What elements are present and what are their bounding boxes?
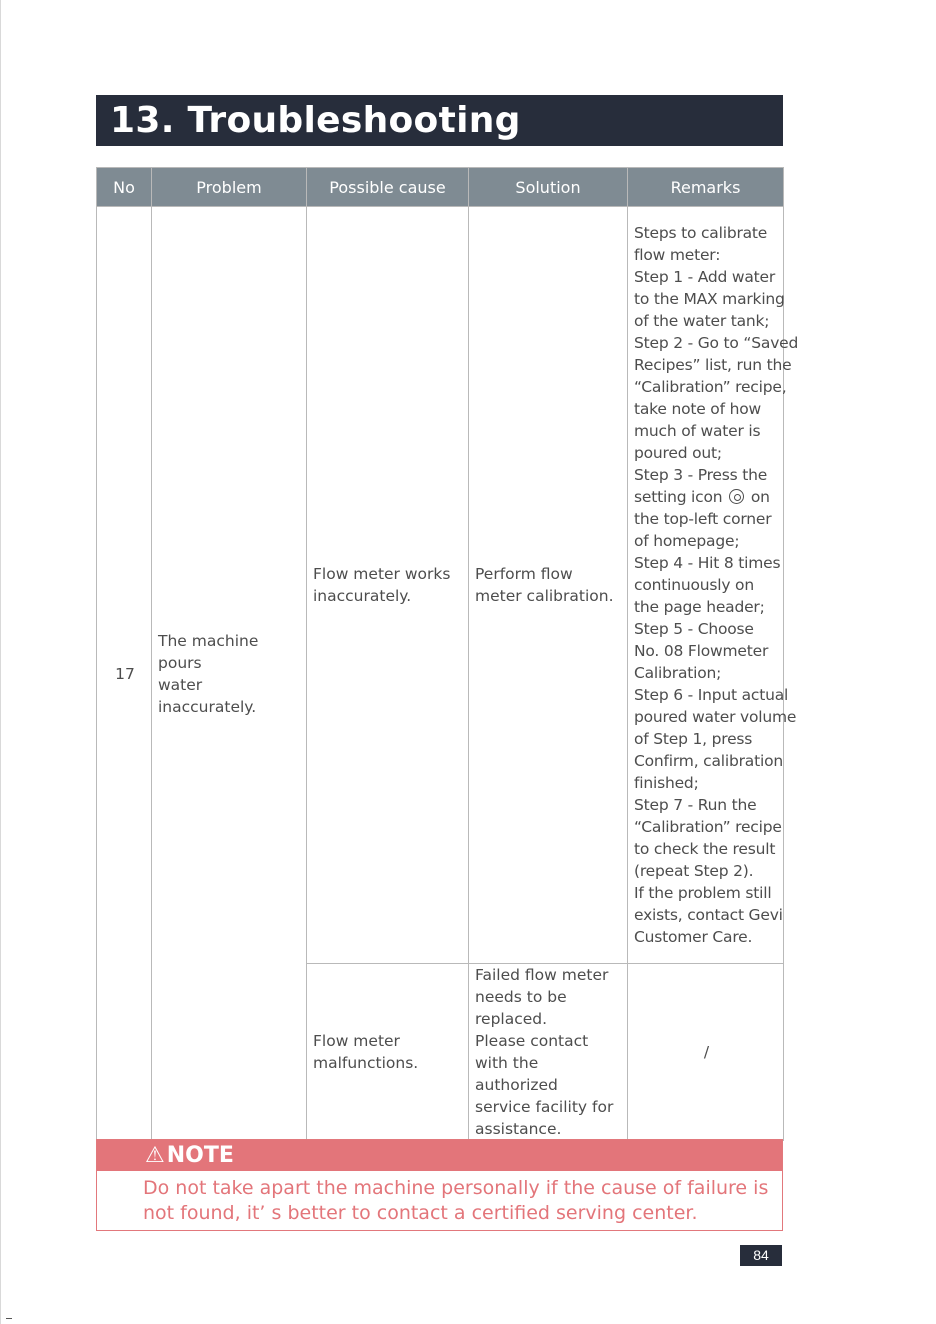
cell-no: 17 (97, 207, 152, 1141)
remark-line: to the MAX marking (634, 290, 785, 308)
crop-mark (6, 1318, 12, 1319)
cell-cause-2: Flow meter malfunctions. (307, 964, 469, 1141)
remark-line: No. 08 Flowmeter (634, 642, 769, 660)
cell-cause-1: Flow meter works inaccurately. (307, 207, 469, 964)
section-title: 13. Troubleshooting (96, 95, 783, 146)
remark-line: Step 1 - Add water (634, 268, 776, 286)
table-row (97, 207, 784, 964)
header-no: No (97, 168, 152, 207)
remark-line: the top-left corner (634, 510, 772, 528)
remark-line: Step 3 - Press the (634, 466, 768, 484)
remark-line: take note of how (634, 400, 761, 418)
header-possible-cause: Possible cause (307, 168, 469, 207)
remark-line: exists, contact Gevi (634, 906, 783, 924)
remark-line: Steps to calibrate (634, 224, 768, 242)
remark-text: on (750, 488, 770, 506)
remark-line: Step 7 - Run the (634, 796, 757, 814)
remark-line: Step 6 - Input actual (634, 686, 789, 704)
table-header-row (97, 168, 784, 207)
cell-solution-2: Failed flow meter needs to be replaced. Please contact with the authorized service facility for assistance. (469, 964, 628, 1141)
remark-line: flow meter: (634, 246, 721, 264)
note-heading (97, 1140, 782, 1171)
gear-settings-icon (729, 489, 744, 504)
remark-line: Step 2 - Go to “Saved (634, 334, 799, 352)
warning-triangle-icon: ⚠ (145, 1143, 165, 1168)
remark-line: Confirm, calibration (634, 752, 783, 770)
remark-line: to check the result (634, 840, 776, 858)
remark-line: of Step 1, press (634, 730, 753, 748)
remark-line: Step 4 - Hit 8 times (634, 554, 781, 572)
cell-remarks-1 (628, 207, 799, 964)
header-remarks: Remarks (628, 168, 784, 207)
remark-text: setting icon (634, 488, 723, 506)
remark-line: of homepage; (634, 532, 740, 550)
remark-line: Recipes” list, run the (634, 356, 792, 374)
remark-line: the page header; (634, 598, 765, 616)
remark-line: poured water volume (634, 708, 797, 726)
page-edge-line (0, 0, 1, 1324)
cell-remarks-2: / (628, 964, 784, 1141)
remark-line: “Calibration” recipe (634, 818, 782, 836)
remark-line: Customer Care. (634, 928, 753, 946)
remark-line-with-icon (634, 486, 779, 508)
remark-line: Step 5 - Choose (634, 620, 754, 638)
remark-line: of the water tank; (634, 312, 770, 330)
remark-line: If the problem still (634, 884, 772, 902)
troubleshooting-table (96, 167, 799, 1141)
remark-line: (repeat Step 2). (634, 862, 754, 880)
remark-line: Calibration; (634, 664, 722, 682)
cell-problem: The machine pours water inaccurately. (152, 207, 307, 1141)
remark-line: much of water is (634, 422, 761, 440)
note-box (96, 1139, 783, 1231)
remark-line: continuously on (634, 576, 754, 594)
page-number: 84 (740, 1245, 782, 1266)
note-heading-text: NOTE (166, 1143, 234, 1168)
remark-line: poured out; (634, 444, 722, 462)
header-problem: Problem (152, 168, 307, 207)
note-text: Do not take apart the machine personally if the cause of failure is not found, it’ s better to contact a certified serving center. (143, 1177, 769, 1224)
remark-line: “Calibration” recipe, (634, 378, 787, 396)
header-solution: Solution (469, 168, 628, 207)
remark-line: finished; (634, 774, 699, 792)
cell-solution-1: Perform flow meter calibration. (469, 207, 628, 964)
